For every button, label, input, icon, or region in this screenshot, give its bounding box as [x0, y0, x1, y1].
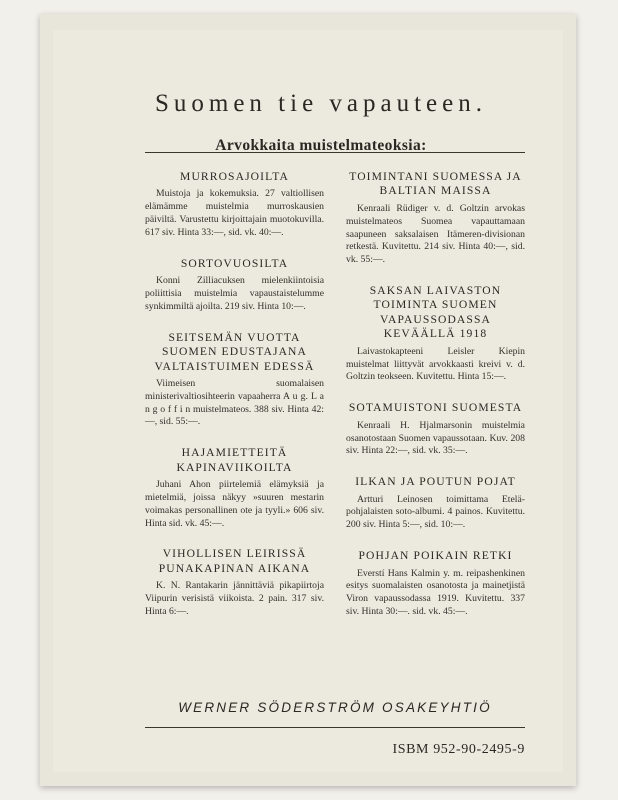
- divider-bottom: [145, 727, 525, 728]
- entry-body: K. N. Rantakarin jännittäviä pikapiirtoja Viipurin verisistä viikoista. 2 pain. 317 siv. Hinta 6:—.: [145, 580, 324, 617]
- subtitle: Arvokkaita muistelmateoksia:: [215, 137, 427, 154]
- entry-body: Laivastokapteeni Leisler Kiepin muistelmat liittyvät arvokkaasti kreivi v. d. Goltzin teokseen. Kuvitettu. Hinta 15:—.: [346, 345, 525, 383]
- left-column: [145, 170, 324, 636]
- entry-body: Viimeisen suomalaisen ministerivaltiosihteerin vapaaherra A u g. L a n g o f f i n muistelmateos. 388 siv. Hinta 42:—, sid. 55:—.: [145, 378, 324, 428]
- isbn-text: ISBM 952-90-2495-9: [392, 742, 525, 757]
- entry-body: Kenraali H. Hjalmarsonin muistelmia osanotostaan Suomen vapaussotaan. Kuv. 208 siv. Hinta 22:—, sid. vk. 35:—.: [346, 419, 525, 457]
- entry-body: Muistoja ja kokemuksia. 27 valtiollisen elämämme muistelmia murroskausien päiviltä. Varustettu kirjoittajain muotokuvilla. 617 siv. Hinta 33:—, sid. vk. 40:—.: [145, 188, 324, 238]
- entry-title: SOTAMUISTONI SUOMESTA: [348, 401, 523, 415]
- list-item: [346, 284, 525, 384]
- list-item: [145, 170, 324, 240]
- entry-title: SORTOVUOSILTA: [180, 256, 289, 270]
- list-item: [346, 401, 525, 458]
- entry-body: Juhani Ahon piirtelemiä elämyksiä ja mietelmiä, joissa näkyy »suuren mestarin voimakas personallinen ote ja tyyli.» 606 siv. Hinta sid. vk. 45:—.: [145, 479, 324, 529]
- cover-inner-panel: [53, 30, 563, 772]
- catalog-columns: [145, 170, 525, 636]
- list-item: [145, 331, 324, 430]
- entry-title: ILKAN JA POUTUN POJAT: [355, 475, 516, 489]
- entry-body: Everstí Hans Kalmin y. m. reipashenkinen esitys suomalaisten osanotosta ja mainetjistä Viron vapaussodassa 1919. Kuvitettu. 337 siv. Hinta 30:—. sid. vk. 45:—.: [346, 567, 525, 617]
- entry-body: Artturi Leinosen toimittama Etelä-pohjalaisten soto-albumi. 4 painos. Kuvitettu. 200 siv. Hinta 5:—, sid. 10:—.: [346, 493, 525, 531]
- list-item: [346, 170, 525, 267]
- entry-title: SEITSEMÄN VUOTTA SUOMEN EDUSTAJANA VALTAISTUIMEN EDESSÄ: [154, 330, 315, 373]
- list-item: [346, 549, 525, 619]
- entry-body: Konni Zilliacuksen mielenkiintoisia poliittisia muistelmia vapaustaistelumme synkimmiltä ajoilta. 219 siv. Hinta 10:—.: [145, 275, 324, 312]
- book-back-cover: [40, 14, 576, 786]
- list-item: [145, 257, 324, 314]
- right-column: [346, 170, 525, 636]
- entry-body: Kenraali Rüdiger v. d. Goltzin arvokas muistelmateos Suomea vapauttamaan saapuneen saksalaisen Itämeren-divisionan retkestä. Kuvitettu. 214 siv. Hinta 40:—, sid. vk. 55:—.: [346, 202, 525, 266]
- entry-title: MURROSAJOILTA: [180, 170, 289, 183]
- entry-title: POHJAN POIKAIN RETKI: [358, 549, 513, 563]
- entry-title: SAKSAN LAIVASTON TOIMINTA SUOMEN VAPAUSSODASSA KEVÄÄLLÄ 1918: [369, 283, 502, 341]
- publisher-name: WERNER SÖDERSTRÖM OSAKEYHTIÖ: [178, 700, 492, 715]
- entry-title: HAJAMIETTEITÄ KAPINAVIIKOILTA: [176, 446, 293, 474]
- page-title: Suomen tie vapauteen.: [154, 90, 487, 117]
- list-item: [346, 475, 525, 532]
- list-item: [145, 547, 324, 618]
- list-item: [145, 446, 324, 530]
- entry-title: TOIMINTANI SUOMESSA JA BALTIAN MAISSA: [349, 170, 522, 198]
- entry-title: VIHOLLISEN LEIRISSÄ PUNAKAPINAN AIKANA: [158, 547, 311, 575]
